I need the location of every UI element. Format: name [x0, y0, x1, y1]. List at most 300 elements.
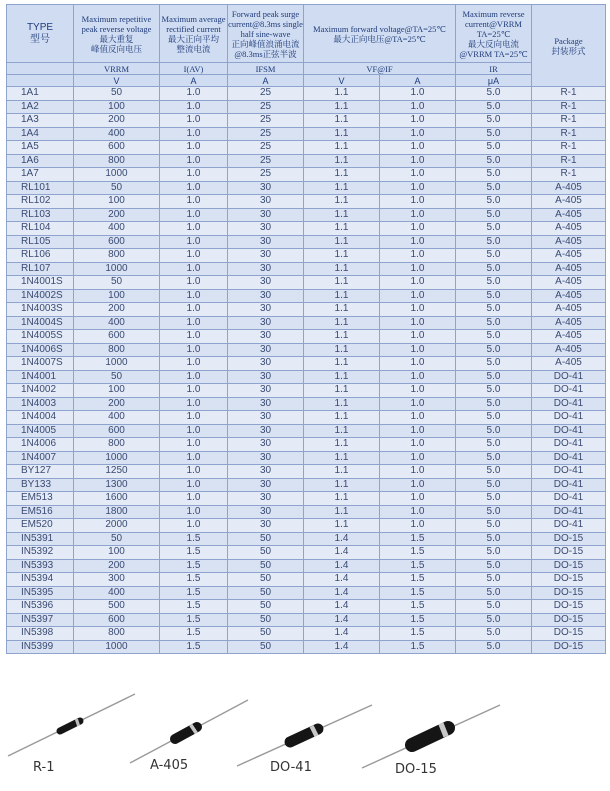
header-package-cn: 封装形式 [551, 45, 586, 56]
cell-ir: 5.0 [456, 168, 532, 182]
cell-vrrm: 100 [74, 289, 160, 303]
cell-vrrm: 100 [74, 384, 160, 398]
header-iav-cn2: 整流电流 [176, 43, 211, 54]
cell-iav: 1.0 [160, 330, 228, 344]
cell-vrrm: 800 [74, 154, 160, 168]
cell-type: RL105 [7, 235, 74, 249]
cell-vf-v: 1.1 [304, 316, 380, 330]
cell-iav: 1.0 [160, 181, 228, 195]
cell-package: A-405 [532, 343, 606, 357]
cell-iav: 1.0 [160, 114, 228, 128]
cell-type: RL104 [7, 222, 74, 236]
cell-ifsm: 30 [228, 303, 304, 317]
package-images [0, 678, 610, 786]
cell-ir: 5.0 [456, 141, 532, 155]
cell-vf-v: 1.1 [304, 384, 380, 398]
cell-package: DO-15 [532, 532, 606, 546]
cell-vrrm: 1300 [74, 478, 160, 492]
cell-vf-v: 1.1 [304, 127, 380, 141]
cell-vf-a: 1.0 [380, 289, 456, 303]
cell-type: IN5392 [7, 546, 74, 560]
cell-ifsm: 50 [228, 559, 304, 573]
unit-ir: μA [456, 75, 532, 87]
cell-package: A-405 [532, 303, 606, 317]
cell-type: IN5394 [7, 573, 74, 587]
cell-vf-v: 1.1 [304, 181, 380, 195]
cell-package: DO-15 [532, 613, 606, 627]
cell-vf-v: 1.1 [304, 438, 380, 452]
cell-vrrm: 400 [74, 316, 160, 330]
cell-vf-a: 1.0 [380, 505, 456, 519]
cell-package: R-1 [532, 168, 606, 182]
table-row [7, 208, 606, 222]
cell-ifsm: 30 [228, 249, 304, 263]
header-vf [304, 5, 456, 63]
cell-type: IN5395 [7, 586, 74, 600]
cell-ifsm: 50 [228, 532, 304, 546]
cell-iav: 1.5 [160, 640, 228, 654]
cell-ir: 5.0 [456, 397, 532, 411]
cell-package: A-405 [532, 357, 606, 371]
table-body [7, 87, 606, 654]
cell-ir: 5.0 [456, 222, 532, 236]
cell-type: EM516 [7, 505, 74, 519]
table-row [7, 573, 606, 587]
cell-vrrm: 100 [74, 546, 160, 560]
cell-type: 1A2 [7, 100, 74, 114]
header-iav [160, 5, 228, 63]
table-row [7, 222, 606, 236]
cell-ifsm: 50 [228, 640, 304, 654]
cell-type: 1N4006S [7, 343, 74, 357]
table-row [7, 100, 606, 114]
cell-ir: 5.0 [456, 492, 532, 506]
cell-vf-a: 1.5 [380, 600, 456, 614]
cell-vf-a: 1.0 [380, 451, 456, 465]
cell-ir: 5.0 [456, 249, 532, 263]
cell-vf-v: 1.1 [304, 451, 380, 465]
cell-vrrm: 50 [74, 532, 160, 546]
cell-ir: 5.0 [456, 303, 532, 317]
cell-vf-a: 1.0 [380, 411, 456, 425]
cell-vf-v: 1.1 [304, 357, 380, 371]
table-row [7, 370, 606, 384]
cell-vf-a: 1.0 [380, 330, 456, 344]
cell-iav: 1.0 [160, 343, 228, 357]
cell-package: DO-41 [532, 397, 606, 411]
cell-type: IN5396 [7, 600, 74, 614]
cell-vf-v: 1.4 [304, 627, 380, 641]
cell-vf-a: 1.0 [380, 276, 456, 290]
cell-vf-a: 1.0 [380, 397, 456, 411]
cell-ir: 5.0 [456, 384, 532, 398]
cell-package: A-405 [532, 289, 606, 303]
cell-vf-a: 1.0 [380, 87, 456, 101]
cell-vf-v: 1.1 [304, 519, 380, 533]
cell-iav: 1.0 [160, 451, 228, 465]
cell-vf-a: 1.5 [380, 559, 456, 573]
cell-ir: 5.0 [456, 330, 532, 344]
cell-ir: 5.0 [456, 262, 532, 276]
cell-type: 1N4006 [7, 438, 74, 452]
cell-iav: 1.0 [160, 465, 228, 479]
cell-ir: 5.0 [456, 465, 532, 479]
cell-vf-v: 1.1 [304, 222, 380, 236]
cell-ir: 5.0 [456, 235, 532, 249]
cell-type: 1N4005S [7, 330, 74, 344]
cell-ir: 5.0 [456, 316, 532, 330]
cell-vf-a: 1.0 [380, 114, 456, 128]
cell-vf-v: 1.1 [304, 154, 380, 168]
cell-vf-v: 1.1 [304, 492, 380, 506]
cell-ifsm: 50 [228, 573, 304, 587]
cell-vf-v: 1.1 [304, 370, 380, 384]
cell-ifsm: 30 [228, 289, 304, 303]
cell-type: RL101 [7, 181, 74, 195]
cell-package: DO-41 [532, 424, 606, 438]
cell-type: RL106 [7, 249, 74, 263]
cell-type: IN5391 [7, 532, 74, 546]
cell-vf-a: 1.0 [380, 478, 456, 492]
table-row [7, 343, 606, 357]
cell-vf-v: 1.1 [304, 141, 380, 155]
table-row [7, 397, 606, 411]
cell-vrrm: 800 [74, 249, 160, 263]
cell-vf-v: 1.1 [304, 424, 380, 438]
cell-ir: 5.0 [456, 154, 532, 168]
cell-ir: 5.0 [456, 424, 532, 438]
cell-ifsm: 25 [228, 141, 304, 155]
cell-ifsm: 30 [228, 451, 304, 465]
cell-iav: 1.0 [160, 397, 228, 411]
header-type-en: TYPE [26, 21, 54, 33]
cell-ifsm: 30 [228, 465, 304, 479]
cell-type: RL103 [7, 208, 74, 222]
cell-vrrm: 400 [74, 127, 160, 141]
cell-iav: 1.0 [160, 249, 228, 263]
cell-iav: 1.0 [160, 222, 228, 236]
cell-vf-a: 1.0 [380, 208, 456, 222]
cell-iav: 1.0 [160, 370, 228, 384]
cell-type: IN5399 [7, 640, 74, 654]
table-row [7, 181, 606, 195]
table-row [7, 559, 606, 573]
unit-iav: A [160, 75, 228, 87]
table-row [7, 492, 606, 506]
header-ir-cn1: 最大反向电流 [467, 38, 519, 49]
diode-spec-table [6, 4, 606, 654]
cell-iav: 1.5 [160, 627, 228, 641]
label-do15: DO-15 [395, 762, 437, 777]
cell-iav: 1.0 [160, 208, 228, 222]
cell-vf-v: 1.4 [304, 640, 380, 654]
cell-package: DO-15 [532, 640, 606, 654]
cell-vf-a: 1.5 [380, 546, 456, 560]
table-row [7, 316, 606, 330]
cell-vrrm: 50 [74, 370, 160, 384]
cell-iav: 1.0 [160, 424, 228, 438]
cell-vrrm: 400 [74, 222, 160, 236]
cell-ir: 5.0 [456, 276, 532, 290]
header-ifsm-en: Forward peak surge current@8.3ms single half sine-wave [228, 8, 303, 39]
cell-iav: 1.0 [160, 316, 228, 330]
cell-ir: 5.0 [456, 613, 532, 627]
cell-vf-a: 1.5 [380, 640, 456, 654]
cell-package: DO-41 [532, 492, 606, 506]
cell-vrrm: 100 [74, 195, 160, 209]
unit-vrrm: V [74, 75, 160, 87]
cell-vf-v: 1.4 [304, 586, 380, 600]
cell-ifsm: 30 [228, 505, 304, 519]
cell-package: R-1 [532, 114, 606, 128]
cell-vrrm: 600 [74, 141, 160, 155]
cell-vf-v: 1.4 [304, 532, 380, 546]
cell-package: DO-41 [532, 438, 606, 452]
header-ir-en: Maximum reverse current@VRRM TA=25℃ [462, 8, 525, 39]
cell-iav: 1.0 [160, 303, 228, 317]
table-row [7, 424, 606, 438]
label-do41: DO-41 [270, 760, 312, 775]
symbol-ifsm: IFSM [228, 63, 304, 75]
cell-ifsm: 30 [228, 276, 304, 290]
cell-iav: 1.0 [160, 195, 228, 209]
cell-vrrm: 50 [74, 181, 160, 195]
cell-ir: 5.0 [456, 559, 532, 573]
cell-vf-a: 1.0 [380, 303, 456, 317]
cell-vrrm: 2000 [74, 519, 160, 533]
header-package-en: Package [554, 35, 583, 46]
cell-ifsm: 30 [228, 330, 304, 344]
cell-ifsm: 50 [228, 600, 304, 614]
cell-vrrm: 200 [74, 559, 160, 573]
cell-ir: 5.0 [456, 370, 532, 384]
table-row [7, 465, 606, 479]
cell-ifsm: 30 [228, 222, 304, 236]
cell-ifsm: 30 [228, 181, 304, 195]
cell-ifsm: 30 [228, 208, 304, 222]
cell-vf-v: 1.1 [304, 262, 380, 276]
cell-package: A-405 [532, 276, 606, 290]
cell-vrrm: 200 [74, 397, 160, 411]
cell-ir: 5.0 [456, 411, 532, 425]
header-package [532, 5, 606, 87]
cell-vf-v: 1.1 [304, 478, 380, 492]
cell-vf-a: 1.0 [380, 235, 456, 249]
cell-ifsm: 25 [228, 114, 304, 128]
cell-ifsm: 30 [228, 384, 304, 398]
cell-iav: 1.0 [160, 357, 228, 371]
table-row [7, 141, 606, 155]
cell-ifsm: 30 [228, 438, 304, 452]
cell-type: RL107 [7, 262, 74, 276]
cell-iav: 1.0 [160, 384, 228, 398]
table-row [7, 330, 606, 344]
cell-ir: 5.0 [456, 573, 532, 587]
table-row [7, 384, 606, 398]
cell-package: A-405 [532, 330, 606, 344]
cell-vrrm: 200 [74, 114, 160, 128]
cell-ir: 5.0 [456, 343, 532, 357]
table-row [7, 519, 606, 533]
cell-package: A-405 [532, 235, 606, 249]
cell-iav: 1.0 [160, 141, 228, 155]
cell-package: R-1 [532, 154, 606, 168]
cell-vrrm: 1000 [74, 168, 160, 182]
r1-diode-icon [8, 694, 135, 756]
do15-diode-icon [362, 705, 500, 768]
table-row [7, 478, 606, 492]
unit-vf-a: A [380, 75, 456, 87]
cell-vf-a: 1.0 [380, 370, 456, 384]
header-vrrm [74, 5, 160, 63]
cell-ir: 5.0 [456, 289, 532, 303]
unit-ifsm: A [228, 75, 304, 87]
cell-vf-a: 1.0 [380, 316, 456, 330]
table-row [7, 168, 606, 182]
cell-iav: 1.0 [160, 276, 228, 290]
cell-package: DO-41 [532, 465, 606, 479]
cell-vrrm: 600 [74, 613, 160, 627]
cell-package: A-405 [532, 222, 606, 236]
cell-package: DO-41 [532, 519, 606, 533]
table-row [7, 411, 606, 425]
header-vrrm-cn2: 峰值反向电压 [90, 43, 142, 54]
cell-iav: 1.0 [160, 154, 228, 168]
header-ifsm [228, 5, 304, 63]
table-row [7, 235, 606, 249]
cell-ir: 5.0 [456, 478, 532, 492]
cell-ifsm: 50 [228, 586, 304, 600]
cell-package: DO-41 [532, 384, 606, 398]
cell-vrrm: 600 [74, 235, 160, 249]
cell-vf-a: 1.0 [380, 249, 456, 263]
table-row [7, 546, 606, 560]
cell-vf-a: 1.0 [380, 168, 456, 182]
cell-ifsm: 50 [228, 613, 304, 627]
cell-ir: 5.0 [456, 519, 532, 533]
cell-ifsm: 30 [228, 343, 304, 357]
cell-vf-a: 1.0 [380, 424, 456, 438]
table-row [7, 114, 606, 128]
table-row [7, 303, 606, 317]
cell-iav: 1.5 [160, 559, 228, 573]
header-type-spacer [7, 63, 74, 75]
cell-vf-v: 1.4 [304, 559, 380, 573]
symbol-ir: IR [456, 63, 532, 75]
cell-vrrm: 200 [74, 303, 160, 317]
cell-ir: 5.0 [456, 181, 532, 195]
cell-vf-v: 1.1 [304, 235, 380, 249]
cell-vf-a: 1.5 [380, 627, 456, 641]
cell-vf-a: 1.0 [380, 100, 456, 114]
label-r1: R-1 [33, 760, 55, 775]
cell-type: 1N4004 [7, 411, 74, 425]
cell-iav: 1.5 [160, 586, 228, 600]
cell-ifsm: 30 [228, 411, 304, 425]
table-row [7, 195, 606, 209]
cell-ifsm: 50 [228, 546, 304, 560]
header-ir [456, 5, 532, 63]
symbol-vf: VF@IF [304, 63, 456, 75]
table-row [7, 640, 606, 654]
cell-vrrm: 400 [74, 586, 160, 600]
cell-type: 1N4001S [7, 276, 74, 290]
cell-package: DO-15 [532, 600, 606, 614]
table-row [7, 532, 606, 546]
cell-type: 1A4 [7, 127, 74, 141]
cell-vrrm: 1250 [74, 465, 160, 479]
cell-ifsm: 25 [228, 127, 304, 141]
cell-ifsm: 30 [228, 370, 304, 384]
cell-iav: 1.0 [160, 289, 228, 303]
cell-vf-v: 1.1 [304, 87, 380, 101]
cell-vrrm: 100 [74, 100, 160, 114]
cell-vf-a: 1.0 [380, 195, 456, 209]
cell-vrrm: 800 [74, 627, 160, 641]
cell-package: DO-41 [532, 451, 606, 465]
cell-package: DO-41 [532, 505, 606, 519]
cell-package: DO-41 [532, 370, 606, 384]
cell-vf-v: 1.1 [304, 114, 380, 128]
cell-ifsm: 30 [228, 235, 304, 249]
cell-package: A-405 [532, 195, 606, 209]
cell-ir: 5.0 [456, 195, 532, 209]
cell-vf-v: 1.4 [304, 600, 380, 614]
cell-package: DO-15 [532, 573, 606, 587]
cell-iav: 1.5 [160, 613, 228, 627]
cell-vf-a: 1.0 [380, 141, 456, 155]
cell-vrrm: 1000 [74, 640, 160, 654]
cell-iav: 1.5 [160, 600, 228, 614]
cell-vrrm: 600 [74, 330, 160, 344]
header-vf-cn: 最大正向电压@TA=25℃ [333, 33, 426, 44]
cell-package: R-1 [532, 141, 606, 155]
header-vf-en: Maximum forward voltage@TA=25℃ [313, 23, 446, 34]
cell-vf-v: 1.4 [304, 546, 380, 560]
cell-vf-a: 1.0 [380, 465, 456, 479]
cell-type: RL102 [7, 195, 74, 209]
cell-vrrm: 50 [74, 276, 160, 290]
table-row [7, 613, 606, 627]
cell-type: 1N4007S [7, 357, 74, 371]
cell-type: IN5393 [7, 559, 74, 573]
cell-package: R-1 [532, 127, 606, 141]
cell-type: IN5397 [7, 613, 74, 627]
cell-ifsm: 25 [228, 154, 304, 168]
cell-type: 1A5 [7, 141, 74, 155]
cell-vf-a: 1.0 [380, 222, 456, 236]
cell-vf-v: 1.1 [304, 168, 380, 182]
cell-ifsm: 30 [228, 316, 304, 330]
table-row [7, 276, 606, 290]
table-row [7, 154, 606, 168]
cell-vf-a: 1.0 [380, 262, 456, 276]
symbol-iav: I(AV) [160, 63, 228, 75]
cell-vf-a: 1.0 [380, 181, 456, 195]
cell-package: DO-15 [532, 586, 606, 600]
cell-type: 1N4005 [7, 424, 74, 438]
cell-ir: 5.0 [456, 451, 532, 465]
cell-type: 1N4003S [7, 303, 74, 317]
cell-type: 1A3 [7, 114, 74, 128]
header-type [7, 5, 74, 63]
table-row [7, 87, 606, 101]
cell-iav: 1.0 [160, 505, 228, 519]
cell-vf-v: 1.1 [304, 343, 380, 357]
cell-iav: 1.0 [160, 519, 228, 533]
cell-iav: 1.5 [160, 573, 228, 587]
cell-iav: 1.0 [160, 438, 228, 452]
